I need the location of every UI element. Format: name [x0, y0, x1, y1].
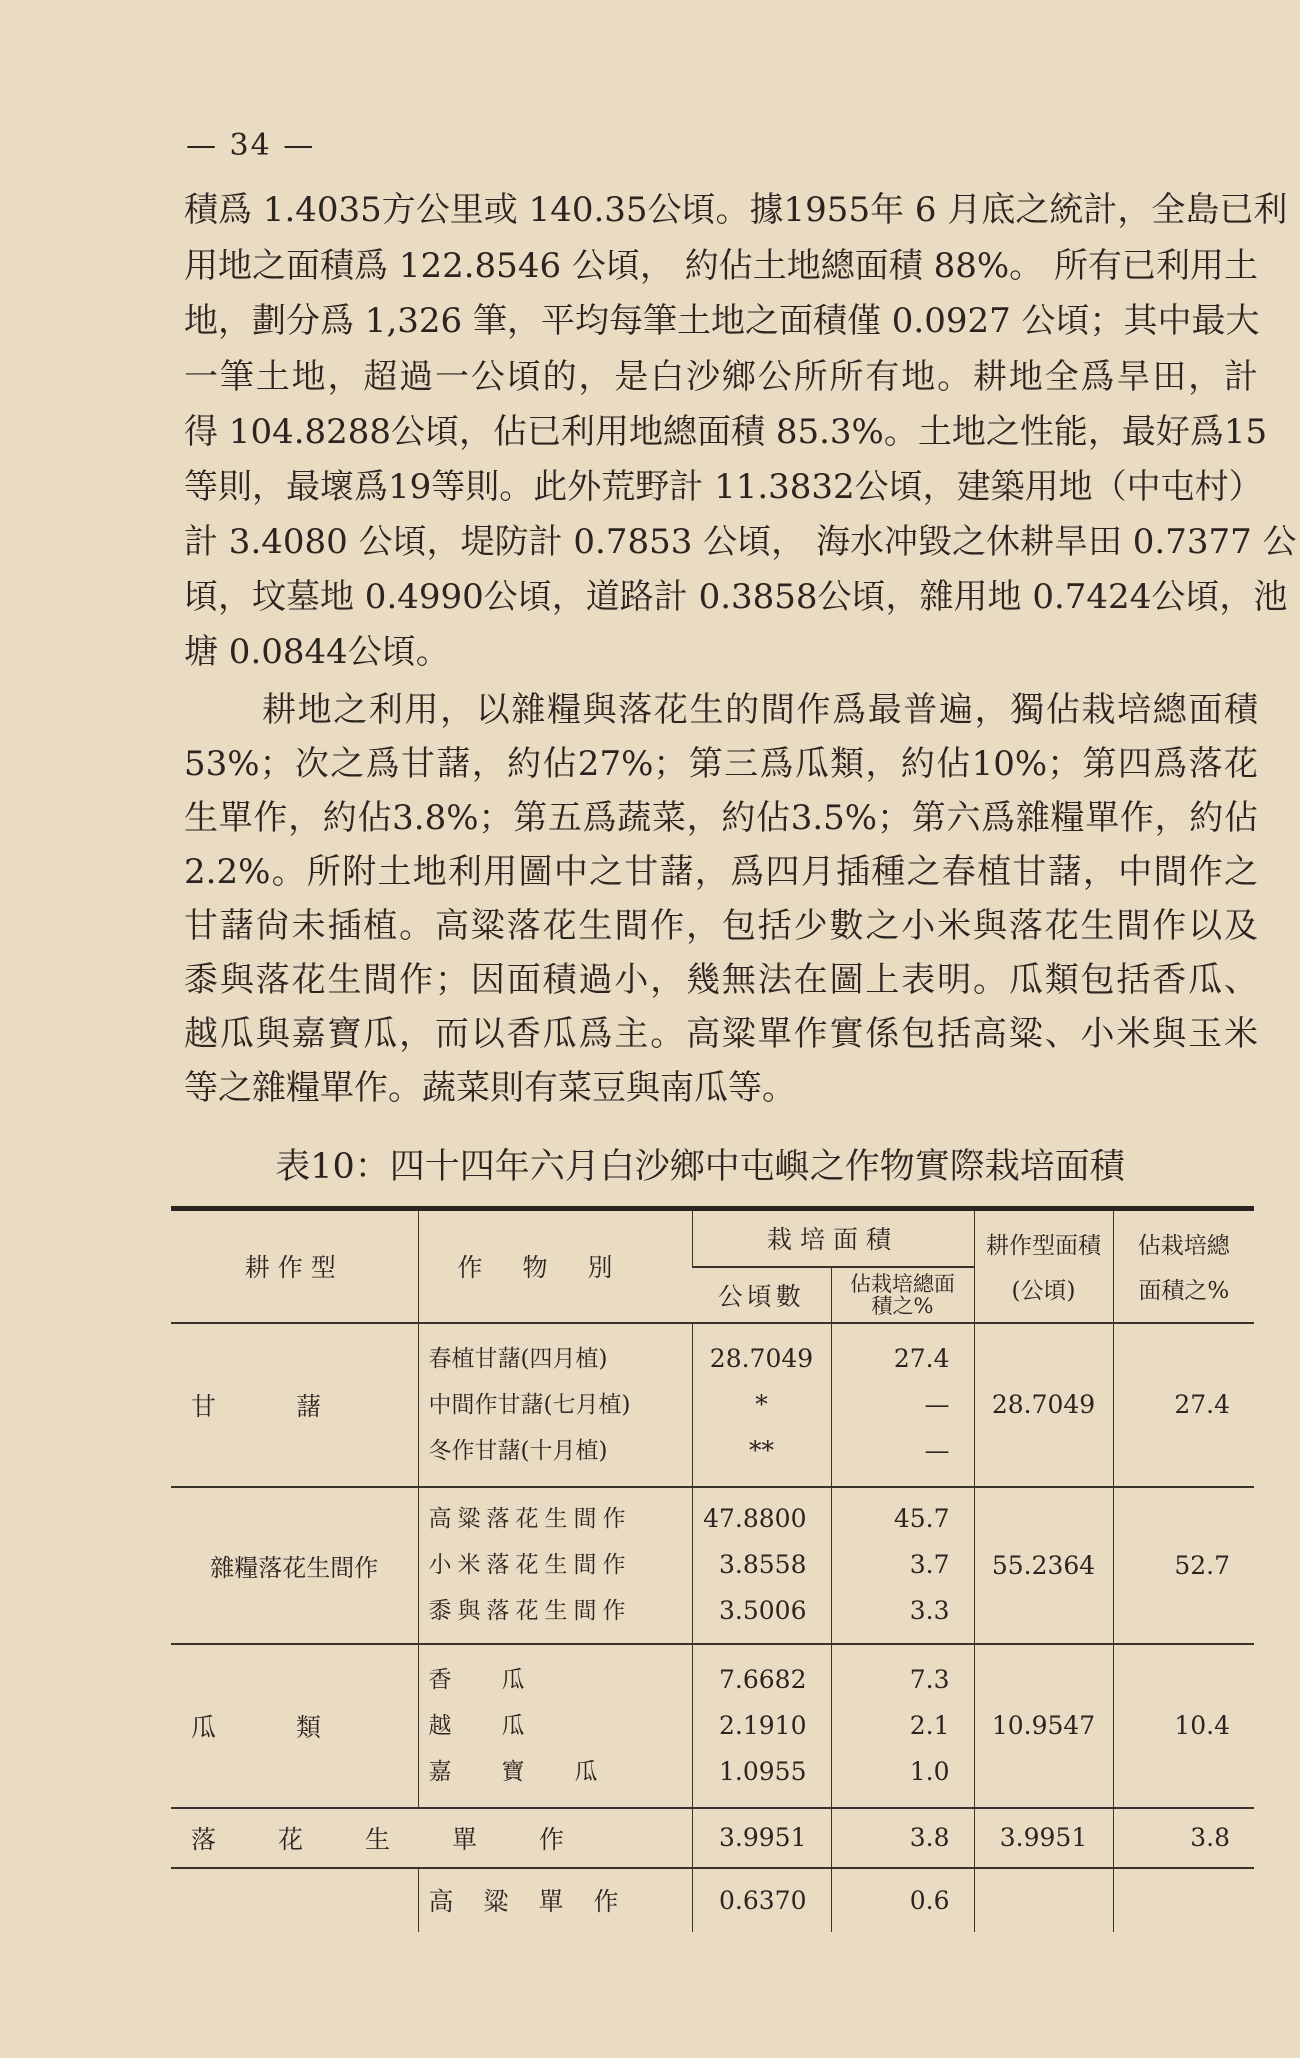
- pct-value: 3.8: [831, 1808, 974, 1868]
- header-type-area-label: 耕作型面積: [986, 1233, 1102, 1260]
- crop-name: 春植甘藷(四月植): [428, 1345, 608, 1372]
- hectares-value: 3.8558: [719, 1550, 807, 1579]
- pct-value: 1.0: [909, 1756, 950, 1786]
- crop-cell: [418, 1644, 692, 1808]
- table-caption: 表10：四十四年六月白沙鄉中屯嶼之作物實際栽培面積: [275, 1147, 1125, 1187]
- crop-cell: [418, 1323, 692, 1487]
- pct-cell: [831, 1487, 974, 1644]
- crop-name: 高粱落花生間作: [428, 1506, 632, 1532]
- table-row: [171, 1808, 1254, 1868]
- crop-name: 黍與落花生間作: [428, 1598, 632, 1624]
- page-number: — 34 —: [186, 128, 316, 163]
- text-line: 黍與落花生間作；因面積過小，幾無法在圖上表明。瓜類包括香瓜、: [184, 960, 1258, 1000]
- crop-name: 高粱單作: [418, 1868, 692, 1932]
- hectares-value: 7.6682: [719, 1664, 807, 1694]
- text-line: 53%；次之爲甘藷，約佔27%；第三爲瓜類，約佔10%；第四爲落花: [184, 744, 1258, 784]
- text-line: 用地之面積爲 122.8546 公頃， 約佔土地總面積 88%。 所有已利用土: [184, 246, 1258, 286]
- pct-value: 45.7: [893, 1504, 950, 1533]
- pct-value: 7.3: [909, 1664, 950, 1694]
- pct-cell: [831, 1323, 974, 1487]
- hectares-cell: [692, 1644, 831, 1808]
- text-line: 甘藷尙未插植。高粱落花生間作，包括少數之小米與落花生間作以及: [184, 906, 1258, 946]
- type-area-cell: 3.9951: [974, 1808, 1113, 1868]
- hectares-value: 2.1910: [719, 1710, 807, 1740]
- type-cell: 瓜類: [171, 1644, 418, 1808]
- hectares-value: 28.7049: [709, 1343, 814, 1373]
- header-type-area-unit: (公頃): [1011, 1278, 1076, 1305]
- header-type-pct-line1: 佔栽培總: [1137, 1233, 1230, 1260]
- crop-name: 冬作甘藷(十月植): [428, 1437, 608, 1464]
- hectares-cell: [692, 1487, 831, 1644]
- crop-cell: [418, 1487, 692, 1644]
- hectares-cell: [692, 1323, 831, 1487]
- type-pct-cell: 27.4: [1113, 1323, 1254, 1487]
- hectares-value: 47.8800: [703, 1504, 807, 1533]
- type-cell: 雜糧落花生間作: [171, 1487, 418, 1644]
- header-row: [171, 1209, 1254, 1267]
- type-cell: 落花生單作: [171, 1808, 692, 1868]
- hectares-value: **: [749, 1435, 774, 1465]
- table-row: [171, 1644, 1254, 1808]
- crop-name: 越瓜: [428, 1712, 575, 1739]
- text-line: 計 3.4080 公頃，堤防計 0.7853 公頃， 海水冲毀之休耕旱田 0.7377 公: [184, 522, 1297, 562]
- type-cell: [171, 1868, 418, 1932]
- table-row: [171, 1487, 1254, 1644]
- hectares-value: *: [755, 1389, 768, 1419]
- type-pct-cell: 3.8: [1113, 1808, 1254, 1868]
- hectares-value: 3.9951: [692, 1808, 831, 1868]
- pct-value: 0.6: [831, 1868, 974, 1932]
- text-line: 一筆土地，超過一公頃的，是白沙鄉公所所有地。耕地全爲旱田，計: [184, 357, 1258, 397]
- crop-name: 香瓜: [428, 1666, 575, 1693]
- text-line: 等之雜糧單作。蔬菜則有菜豆與南瓜等。: [184, 1068, 796, 1108]
- type-pct-cell: 10.4: [1113, 1644, 1254, 1808]
- text-line: 生單作，約佔3.8%；第五爲蔬菜，約佔3.5%；第六爲雜糧單作，約佔: [184, 798, 1258, 838]
- pct-value: 3.7: [909, 1550, 950, 1579]
- pct-value: 2.1: [909, 1710, 950, 1740]
- text-line: 得 104.8288公頃，佔已利用地總面積 85.3%。土地之性能，最好爲15: [184, 412, 1268, 452]
- pct-value: —: [924, 1435, 950, 1465]
- text-line: 地，劃分爲 1,326 筆，平均每筆土地之面積僅 0.0927 公頃；其中最大: [184, 301, 1260, 341]
- text-line: 頃，坟墓地 0.4990公頃，道路計 0.3858公頃，雜用地 0.7424公頃，池: [184, 577, 1288, 617]
- header-cultivated-area: 栽培面積: [692, 1209, 974, 1267]
- type-area-cell: 10.9547: [974, 1644, 1113, 1808]
- header-pct-of-total: 佔栽培總面積之%: [831, 1267, 974, 1323]
- type-cell: 甘藷: [171, 1323, 418, 1487]
- text-line: 塘 0.0844公頃。: [184, 632, 450, 672]
- text-line: 2.2%。所附土地利用圖中之甘藷，爲四月插種之春植甘藷，中間作之: [184, 852, 1258, 892]
- type-area-cell: 28.7049: [974, 1323, 1113, 1487]
- pct-value: 27.4: [893, 1343, 950, 1373]
- crop-name: 小米落花生間作: [428, 1552, 632, 1578]
- type-pct-cell: 52.7: [1113, 1487, 1254, 1644]
- hectares-value: 3.5006: [719, 1596, 807, 1625]
- type-area-cell: 55.2364: [974, 1487, 1113, 1644]
- header-crop: 作物別: [418, 1209, 692, 1323]
- header-type-pct-line2: 面積之%: [1138, 1278, 1230, 1305]
- hectares-value: 1.0955: [719, 1756, 807, 1786]
- pct-value: 3.3: [909, 1596, 950, 1625]
- text-line: 積爲 1.4035方公里或 140.35公頃。據1955年 6 月底之統計，全島已利: [184, 190, 1288, 230]
- header-type: 耕作型: [171, 1209, 418, 1323]
- crop-name: 嘉寶瓜: [428, 1758, 648, 1785]
- crop-area-table: [171, 1206, 1254, 1932]
- header-hectares: 公頃數: [717, 1281, 805, 1311]
- pct-value: —: [924, 1389, 950, 1419]
- table-row: [171, 1868, 1254, 1932]
- text-line: 越瓜與嘉寶瓜，而以香瓜爲主。高粱單作實係包括高粱、小米與玉米: [184, 1014, 1258, 1054]
- table-row: [171, 1323, 1254, 1487]
- header-type-area: [974, 1209, 1113, 1323]
- pct-cell: [831, 1644, 974, 1808]
- hectares-value: 0.6370: [692, 1868, 831, 1932]
- type-area-cell: [974, 1868, 1113, 1932]
- crop-name: 中間作甘藷(七月植): [428, 1391, 631, 1418]
- header-type-pct: [1113, 1209, 1254, 1323]
- text-line: 耕地之利用，以雜糧與落花生的間作爲最普遍，獨佔栽培總面積: [262, 690, 1258, 730]
- text-line: 等則，最壞爲19等則。此外荒野計 11.3832公頃，建築用地（中屯村）: [184, 467, 1263, 507]
- type-pct-cell: [1113, 1868, 1254, 1932]
